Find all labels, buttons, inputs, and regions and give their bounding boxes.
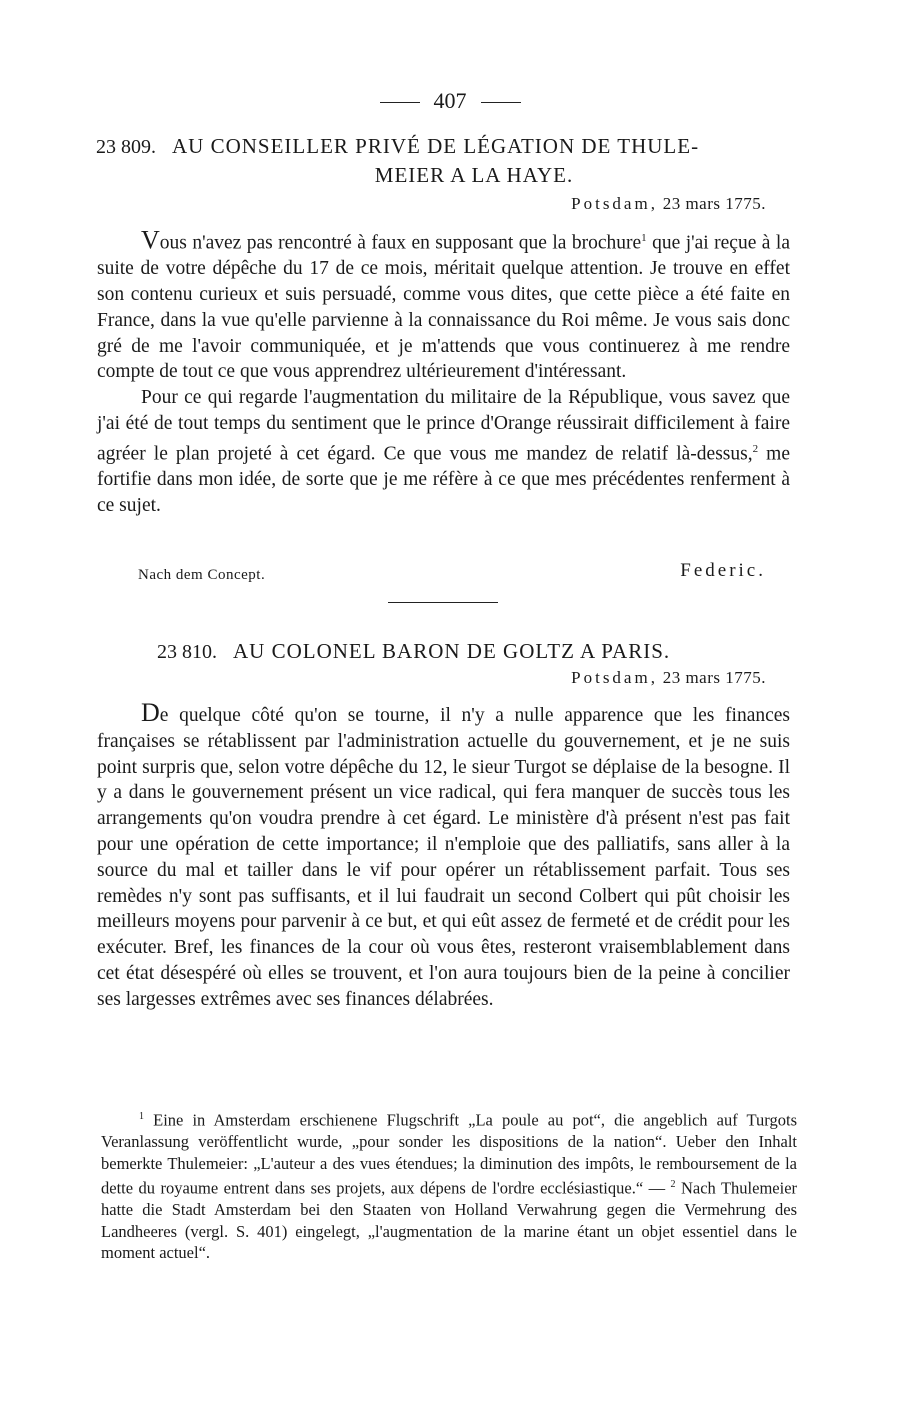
letter1-source: Nach dem Concept.	[138, 567, 266, 583]
footnotes	[101, 1106, 797, 1264]
letter1-body	[97, 226, 790, 519]
letter1-number: 23 809.	[96, 136, 156, 158]
letter1-place-date	[571, 194, 766, 214]
footnote-ref-2: 2	[752, 442, 759, 455]
letter2-date: 23 mars 1775.	[662, 668, 766, 687]
page-number-dash-right	[481, 102, 521, 103]
letter2-title: AU COLONEL BARON DE GOLTZ A PARIS.	[233, 639, 671, 663]
letter1-title-line1: AU CONSEILLER PRIVÉ DE LÉGATION DE THULE-	[172, 134, 700, 158]
letter1-title-line2: MEIER A LA HAYE.	[374, 163, 574, 187]
letter2-body	[97, 700, 790, 1013]
letter1-date: 23 mars 1775.	[662, 194, 766, 213]
page-number-text: 407	[433, 88, 467, 113]
section-divider	[388, 602, 498, 603]
letter1-heading	[96, 132, 796, 189]
footnote-1-text: Eine in Amsterdam erschienene Flugschrift „La poule au pot“, die angeblich auf Turgots Veranlassung veröffentlicht wurde, „pour sonder les dispositions de la nation“. Ueber den Inhalt bemerkte Thulemeier: „L'auteur a des vues étendues; la diminution des impôts, le remboursement de la dette du royaume entrent dans ses projets, aux dépens de l'ordre ecclésiastique.“ —	[101, 1110, 797, 1198]
letter2-number: 23 810.	[157, 641, 217, 663]
letter1-paragraph-2	[97, 385, 790, 518]
letter1-paragraph-2-text-a: Pour ce qui regarde l'augmentation du militaire de la République, vous savez que j'ai été de tout temps du sentiment que le prince d'Orange réussirait difficilement à faire agréer le plan projeté à cet égard. Ce que vous me mandez de relatif là-dessus,	[97, 387, 790, 465]
letter1-paragraph-1-text-a: ous n'avez pas rencontré à faux en supposant que la brochure	[159, 232, 642, 254]
letter2-place-date	[571, 668, 766, 688]
letter1-place: Potsdam,	[571, 194, 658, 213]
letter1-signature: Federic.	[680, 560, 766, 581]
letter1-paragraph-1	[97, 226, 790, 385]
footnote-ref-1: 1	[641, 232, 647, 244]
footnote-2-text: Nach Thulemeier hatte die Stadt Amsterdam bei den Staaten von Holland Verwahrung gegen die Vermehrung des Landheeres (vergl. S. 401) eingelegt, „l'augmentation de la marine étant un objet essentiel dans le moment actuel“.	[101, 1178, 798, 1262]
footnote-1-mark: 1	[139, 1111, 144, 1122]
letter2-initial: D	[141, 698, 160, 727]
letter2-heading	[157, 637, 857, 666]
footnote-2-mark: 2	[670, 1179, 676, 1190]
page-number	[0, 88, 900, 114]
letter1-paragraph-1-text-b: que j'ai reçue à la suite de votre dépêche du 17 de ce mois, méritait quelque attention. Je trouve en effet son contenu curieux et suis persuadé, comme vous dites, que cette pièce a été faite en France, dans la vue qu'elle parvienne à la connaissance du Roi même. Je vous sais donc gré de me l'avoir communiquée, et je m'attends que vous continuerez à me rendre compte de tout ce que vous apprendrez ultérieurement d'intéressant.	[97, 232, 790, 383]
letter1-initial: V	[141, 225, 160, 255]
letter1-paragraph-2-text-b: me fortifie dans mon idée, de sorte que je me réfère à ce que mes précédentes renferment à ce sujet.	[97, 443, 790, 516]
letter2-paragraph-1-text: e quelque côté qu'on se tourne, il n'y a nulle apparence que les finances françaises se rétablissent par l'administration actuelle du gouvernement, et je ne suis point surpris que, selon votre dépêche du 12, le sieur Turgot se déplaise de la besogne. Il y a dans le gouvernement présent un vice radical, qui fera manquer de succès tous les arrangements qu'on voudra prendre à cet égard. Le ministère d'à présent n'est pas fait pour une opération de cette importance; il n'emploie que des palliatifs, sans aller à la source du mal et tailler dans le vif pour opérer un rétablissement parfait. Tous ses remèdes n'y sont pas suffisants, et il lui faudrait un second Colbert qui pût choisir les meilleurs moyens pour parvenir à ce but, et qui eût assez de fermeté et de crédit pour les exécuter. Bref, les finances de la cour où vous êtes, resteront vraisemblablement dans cet état désespéré où elles se trouvent, et l'on aura toujours bien de la peine à concilier ses largesses extrêmes avec ses finances délabrées.	[97, 705, 790, 1010]
letter2-paragraph-1	[97, 700, 790, 1013]
footnote-1-2	[101, 1106, 797, 1264]
page-number-dash-left	[380, 102, 420, 103]
letter2-place: Potsdam,	[571, 668, 658, 687]
